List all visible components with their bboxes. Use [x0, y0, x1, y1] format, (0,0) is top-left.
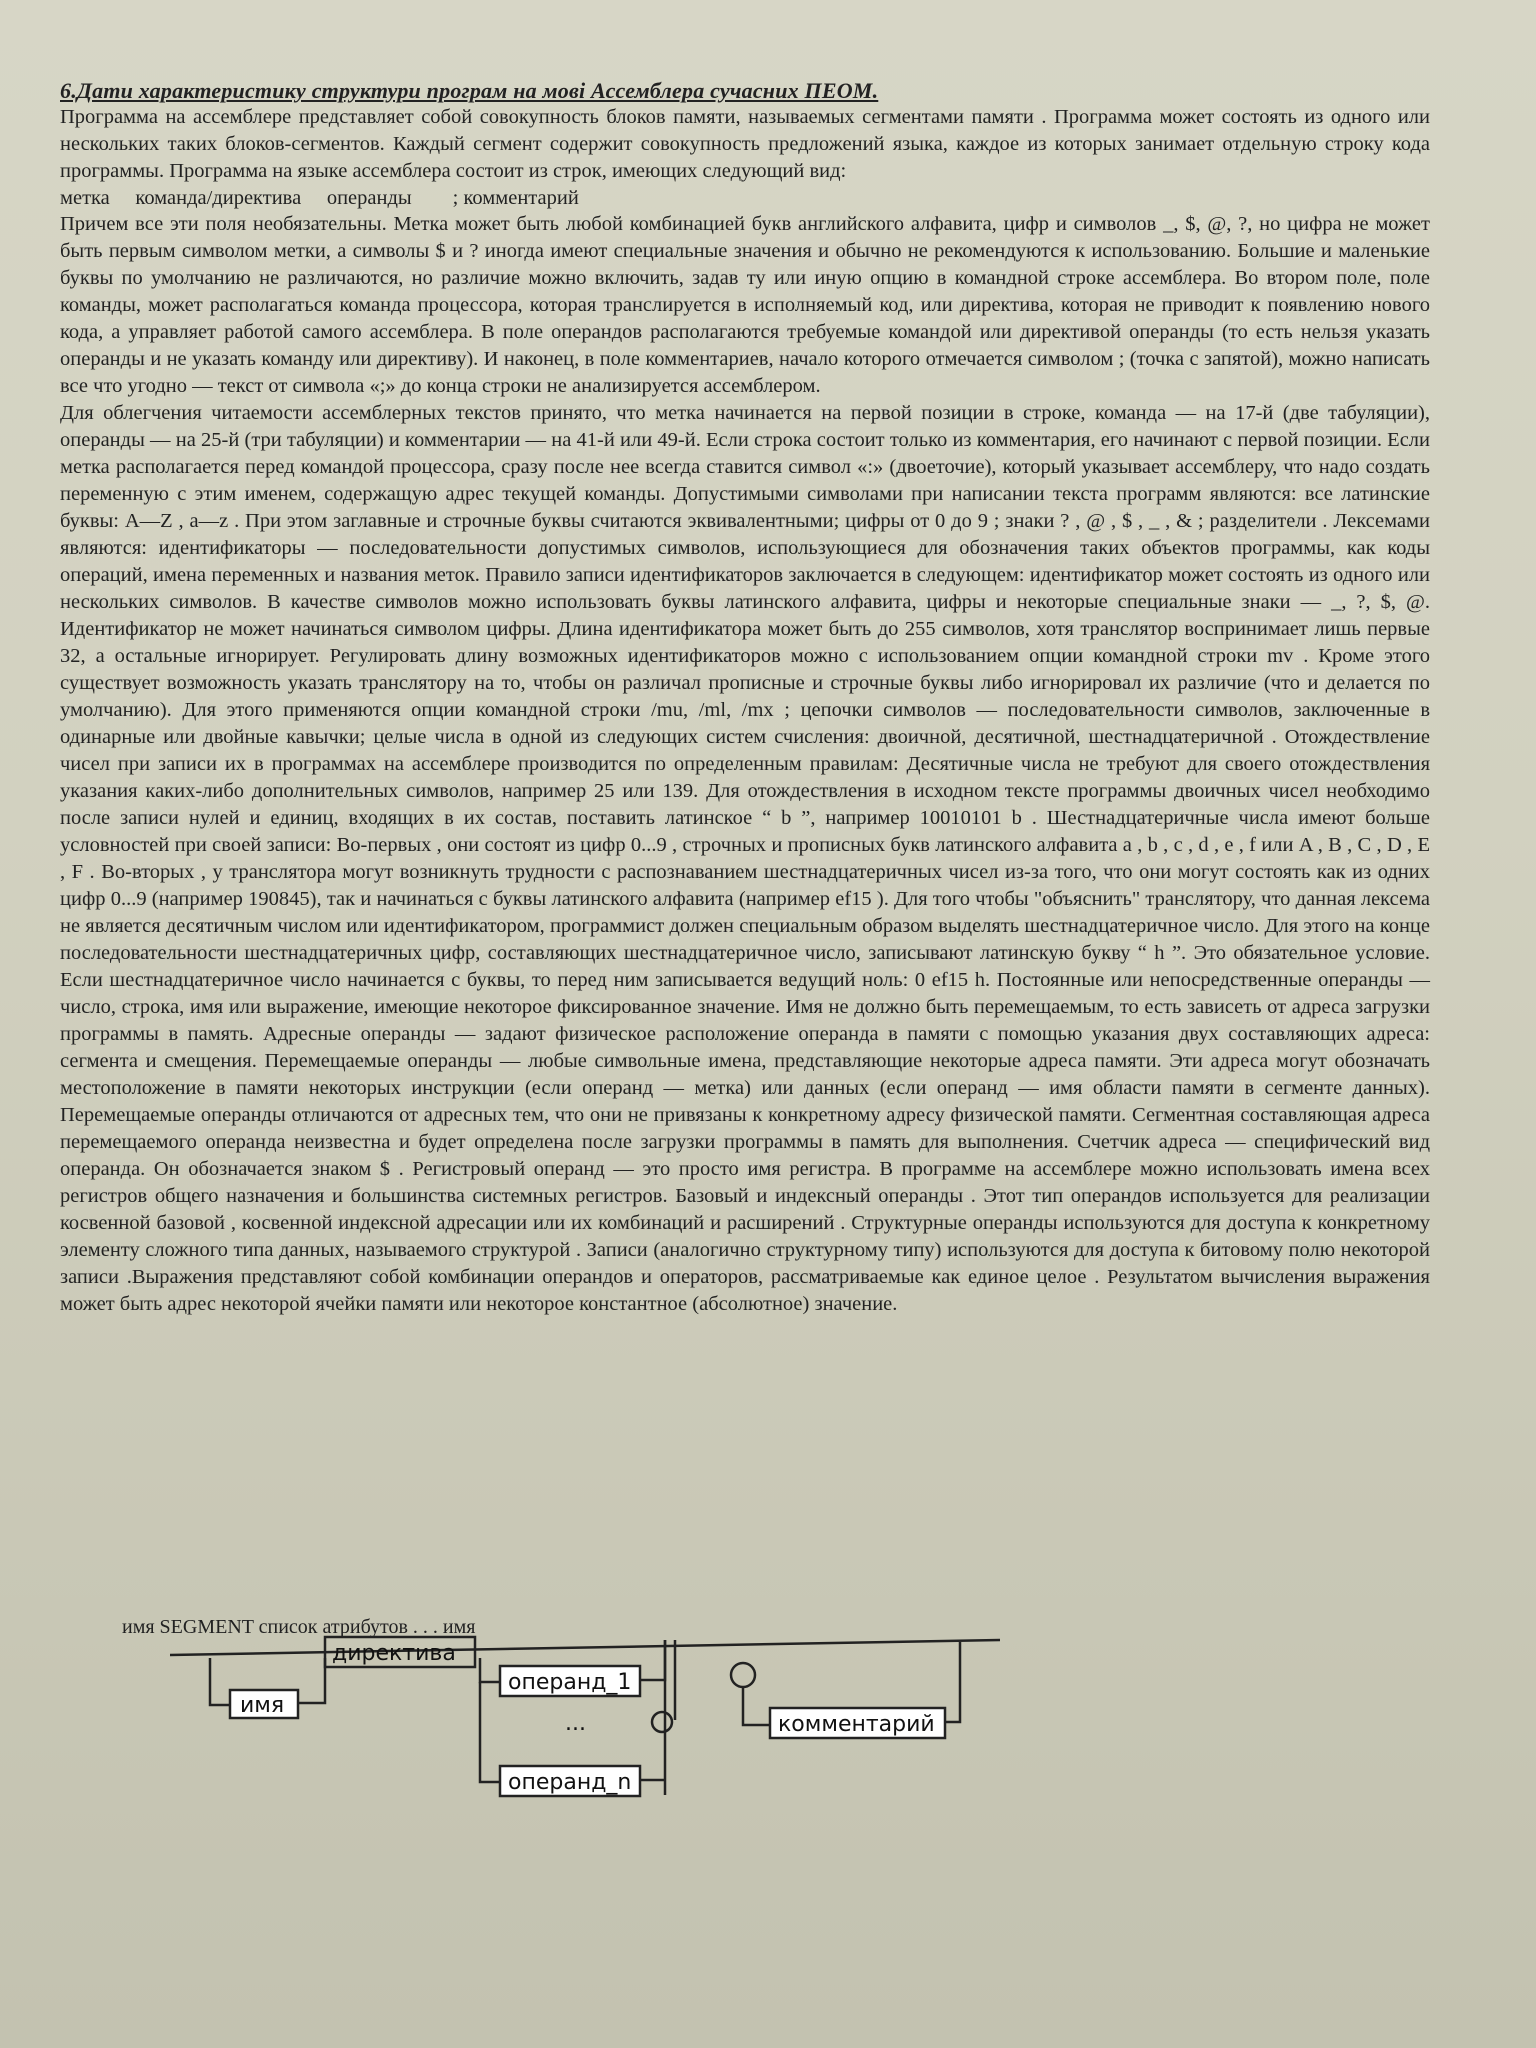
lexemes-paragraph: Для облегчения читаемости ассемблерных текстов принято, что метка начинается на первой позиции в строке, команда — на 17-й (две табуляции), операнды — на 25-й (три табуляции) и комментарии — на 41-й или 49-й. Если строка состоит только из комментария, его начинают с первой позиции. Если метка располагается перед командой процессора, сразу после нее всегда ставится символ «:» (двоеточие), который указывает ассемблеру, что надо создать переменную с этим именем, содержащую адрес текущей команды. Допустимыми символами при написании текста программ являются: все латинские буквы: A—Z , a—z . При этом заглавные и строчные буквы считаются эквивалентными; цифры от 0 до 9 ; знаки ? , @ , $ , _ , & ; разделители . Лексемами являются: идентификаторы — последовательности допустимых символов, использующиеся для обозначения таких объектов программы, как коды операций, имена переменных и названия меток. Правило записи идентификаторов заключается в следующем: идентификатор может состоять из одного или нескольких символов. В качестве символов можно использовать буквы латинского алфавита, цифры и некоторые специальные знаки — _, ?, $, @. Идентификатор не может начинаться символом цифры. Длина идентификатора может быть до 255 символов, хотя транслятор воспринимает лишь первые 32, а остальные игнорирует. Регулировать длину возможных идентификаторов можно с использованием опции командной строки mv . Кроме этого существует возможность указать транслятору на то, чтобы он различал прописные и строчные буквы либо игнорировал их различие (что и делается по умолчанию). Для этого применяются опции командной строки /mu, /ml, /mx ; цепочки символов — последовательности символов, заключенные в одинарные или двойные кавычки; целые числа в одной из следующих систем счисления: двоичной, десятичной, шестнадцатеричной . Отождествление чисел при записи их в программах на ассемблере производится по определенным правилам: Десятичные числа не требуют для своего отождествления указания каких-либо дополнительных символов, например 25 или 139. Для отождествления в исходном тексте программы двоичных чисел необходимо после записи нулей и единиц, входящих в их состав, поставить латинское “ b ”, например 10010101 b . Шестнадцатеричные числа имеют больше условностей при своей записи: Во-первых , они состоят из цифр 0...9 , строчных и прописных букв латинского алфавита a , b , c , d , e , f или A , B , C , D , E , F . Во-вторых , у транслятора могут возникнуть трудности с распознаванием шестнадцатеричных чисел из-за того, что они могут состоять как из одних цифр 0...9 (например 190845), так и начинаться с буквы латинского алфавита (например ef15 ). Для того чтобы "объяснить" транслятору, что данная лексема не является десятичным числом или идентификатором, программист должен специальным образом выделять шестнадцатеричное число. Для этого на конце последовательности шестнадцатеричных цифр, составляющих шестнадцатеричное число, записывают латинскую букву “ h ”. Это обязательное условие. Если шестнадцатеричное число начинается с буквы, то перед ним записывается ведущий ноль: 0 ef15 h. Постоянные или непосредственные операнды — число, строка, имя или выражение, имеющие некоторое фиксированное значение. Имя не должно быть перемещаемым, то есть зависеть от адреса загрузки программы в память. Адресные операнды — задают физическое расположение операнда в памяти с помощью указания двух составляющих адреса: сегмента и смещения. Перемещаемые операнды — любые символьные имена, представляющие некоторые адреса памяти. Эти адреса могут обозначать местоположение в памяти некоторых инструкции (если операнд — метка) или данных (если операнд — имя области памяти в сегменте данных). Перемещаемые операнды отличаются от адресных тем, что они не привязаны к конкретному адресу физической памяти. Сегментная составляющая адреса перемещаемого операнда неизвестна и будет определена после загрузки программы в память для выполнения. Счетчик адреса — специфический вид операнда. Он обозначается знаком $ . Регистровый операнд — это просто имя регистра. В программе на ассемблере можно использовать имена всех регистров общего назначения и большинства системных регистров. Базовый и индексный операнды . Этот тип операндов используется для реализации косвенной базовой , косвенной индексной адресации или их комбинаций и расширений . Структурные операнды используются для доступа к конкретному элементу сложного типа данных, называемого структурой . Записи (аналогично структурному типу) используются для доступа к битовому полю некоторой записи .Выражения представляют собой комбинации операндов и операторов, рассматриваемые как единое целое . Результатом вычисления выражения может быть адрес некоторой ячейки памяти или некоторое константное (абсолютное) значение. [60, 402, 1430, 1315]
field-label: метка [60, 187, 110, 209]
field-command: команда/директива [135, 187, 302, 209]
field-operands: операнды [326, 187, 412, 209]
operand1-branch-left [480, 1658, 500, 1682]
name-label: имя [240, 1693, 285, 1718]
operand1-label: операнд_1 [508, 1670, 632, 1695]
question-heading: 6.Дати характеристику структури програм на мові Ассемблера сучасних ПЕОМ. [60, 78, 879, 103]
fields-paragraph: Причем все эти поля необязательны. Метка может быть любой комбинацией букв английского алфавита, цифр и символов _, $, @, ?, но цифра не может быть первым символом метки, а символы $ и ? иногда имеют специальные значения и обычно не рекомендуются к использованию. Большие и маленькие буквы по умолчанию не различаются, но различие можно включить, задав ту или иную опцию в командной строке ассемблера. Во втором поле, поле команды, может располагаться команда процессора, которая транслируется в исполняемый код, или директива, которая не приводит к появлению нового кода, а управляет работой самого ассемблера. В поле операндов располагаются требуемые командой или директивой операнды (то есть нельзя указать операнды и не указать команду или директиву). И наконец, в поле комментариев, начало которого отмечается символом ; (точка с запятой), можно написать все что угодно — текст от символа «;» до конца строки не анализируется ассемблером. [60, 213, 1430, 397]
ellipsis-label: ... [565, 1711, 586, 1736]
directive-label: директива [332, 1641, 456, 1666]
intro-paragraph: Программа на ассемблере представляет собой совокупность блоков памяти, называемых сегментами памяти . Программа может состоять из одного или нескольких таких блоков-сегментов. Каждый сегмент содержит совокупность предложений языка, каждое из которых занимает отдельную строку кода программы. Программа на языке ассемблера состоит из строк, имеющих следующий вид: [60, 106, 1430, 182]
comment-label: комментарий [778, 1712, 935, 1737]
name-branch-right [298, 1658, 325, 1703]
document-page [60, 78, 1430, 1318]
segment-syntax-line: имя SEGMENT список атрибутов . . . имя [122, 1616, 476, 1638]
junction-circle [652, 1712, 672, 1732]
main-line [170, 1640, 1000, 1655]
operandn-label: операнд_n [508, 1770, 632, 1795]
name-branch-left [210, 1658, 230, 1705]
operandn-branch-left [480, 1682, 500, 1782]
comment-branch-left [743, 1687, 770, 1725]
comment-branch-right [945, 1642, 960, 1722]
line-format [60, 185, 1430, 211]
comment-circle [731, 1663, 755, 1687]
field-comment: ; комментарий [452, 187, 579, 209]
syntax-diagram [170, 1620, 1030, 1820]
